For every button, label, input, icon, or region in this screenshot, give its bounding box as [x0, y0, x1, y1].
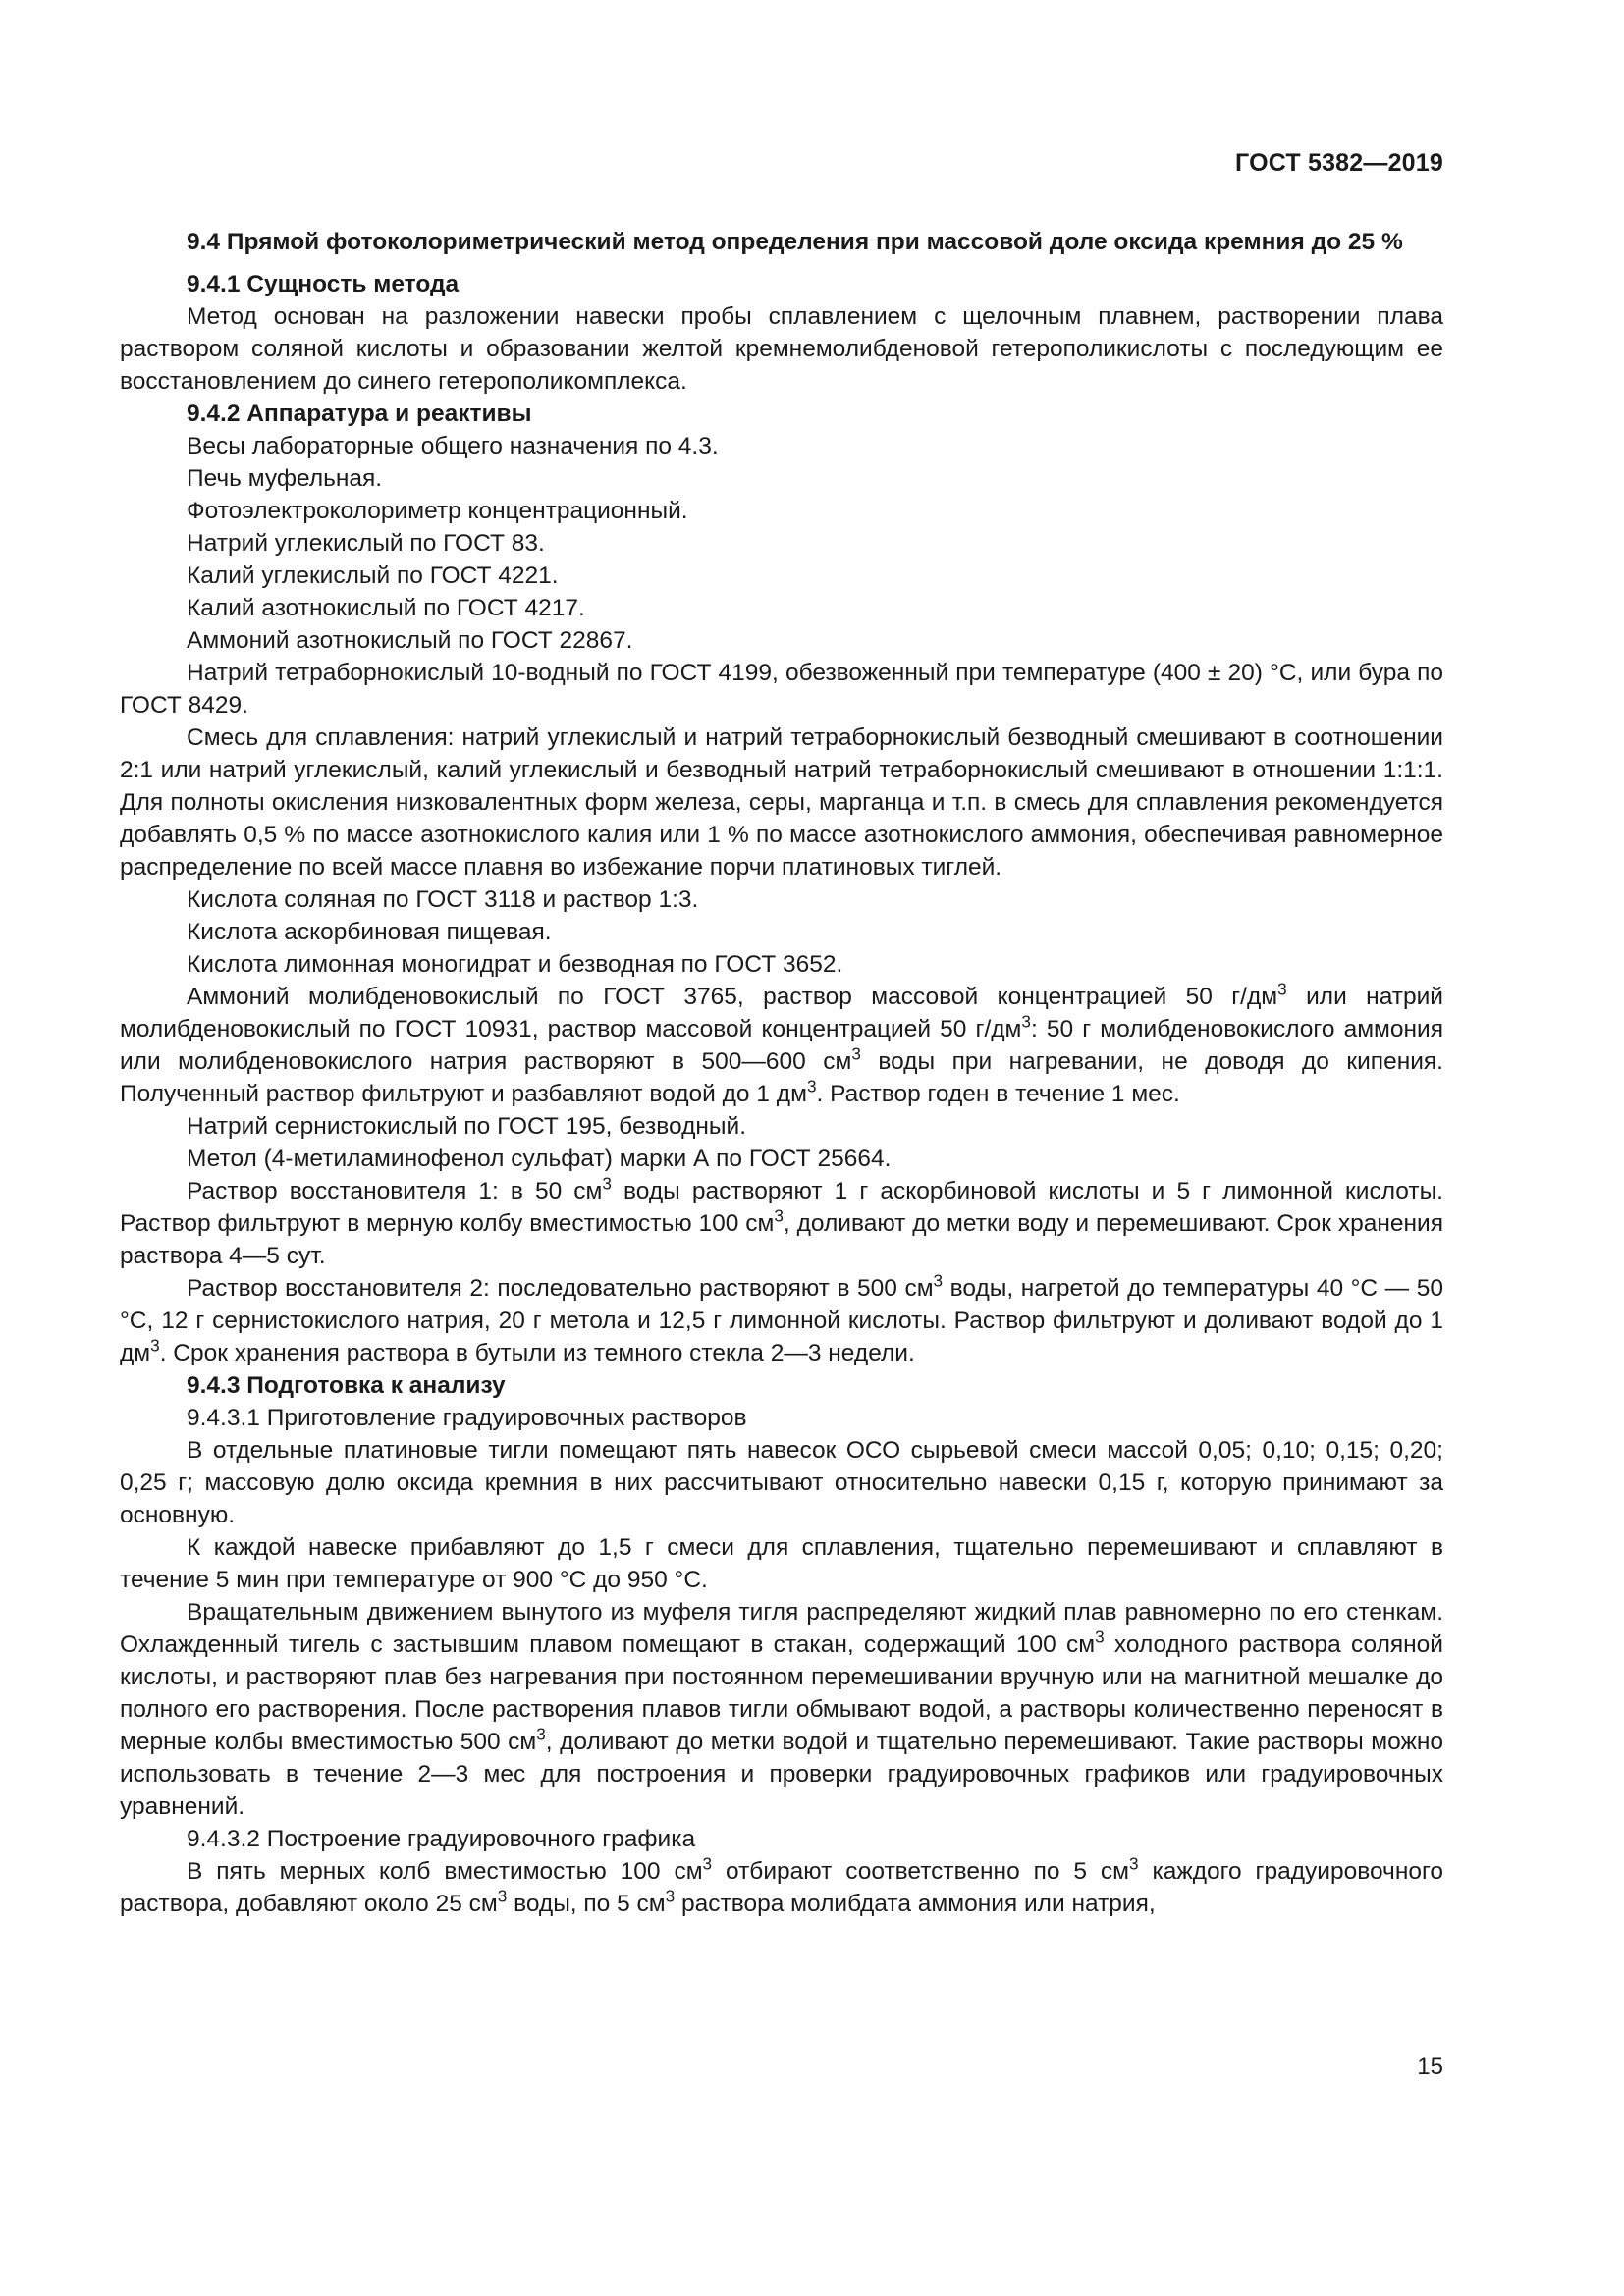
superscript: 3: [1021, 1011, 1031, 1032]
text-run: воды, нагретой до температуры 40 °С — 50 °С, 12 г сернистокислого натрия, 20 г метола и 12,5 г лимонной кислоты. Раствор фильтруют и доливают водой до 1 дм: [120, 1275, 1443, 1366]
superscript: 3: [1129, 1853, 1139, 1874]
text-run: : 50 г молибденовокислого аммония или молибденовокислого натрия растворяют в 500—600 см: [120, 1016, 1443, 1075]
paragraph-reducer-2: [120, 1272, 1443, 1369]
text-run: , доливают до метки воду и перемешивают. Срок хранения раствора 4—5 сут.: [120, 1210, 1443, 1269]
superscript: 3: [806, 1076, 817, 1096]
superscript: 3: [150, 1335, 160, 1356]
paragraph-dissolution: [120, 1596, 1443, 1823]
paragraph-calibration-graph: [120, 1855, 1443, 1920]
superscript: 3: [497, 1886, 508, 1906]
page-content: [120, 226, 1443, 1920]
paragraph-fusion-mixture: Смесь для сплавления: натрий углекислый и натрий тетраборнокислый безводный смешивают в соотношении 2:1 или натрий углекислый, калий углекислый и безводный натрий тетраборнокислый смешивают в отношении 1:1:1. Для полноты окисления низковалентных форм железа, серы, марганца и т.п. в смесь для сплавления рекомендуется добавлять 0,5 % по массе азотнокислого калия или 1 % по массе азотнокислого аммония, обеспечивая равномерное распределение по всей массе плавня во избежание порчи платиновых тиглей.: [120, 724, 1443, 881]
subsubsection-heading-9432: 9.4.3.2 Построение градуировочного графика: [187, 1826, 696, 1852]
paragraph-tetraborate: Натрий тетраборнокислый 10-водный по ГОСТ 4199, обезвоженный при температуре (400 ± 20) °С, или бура по ГОСТ 8429.: [120, 660, 1443, 719]
superscript: 3: [933, 1270, 944, 1291]
text-run: В пять мерных колб вместимостью 100 см: [187, 1858, 703, 1885]
text-run: . Срок хранения раствора в бутыли из темного стекла 2—3 недели.: [159, 1340, 915, 1366]
paragraph-reducer-1: [120, 1175, 1443, 1272]
text-run: раствора молибдата аммония или натрия,: [675, 1891, 1156, 1917]
superscript: 3: [702, 1853, 713, 1874]
page-number: 15: [1417, 2054, 1443, 2080]
superscript: 3: [665, 1886, 676, 1906]
subsection-heading-942: 9.4.2 Аппаратура и реактивы: [187, 400, 532, 427]
superscript: 3: [1095, 1627, 1105, 1647]
document-id-header: ГОСТ 5382—2019: [1235, 149, 1443, 177]
text-run: каждого градуировочного раствора, добавляют около 25 см: [120, 1858, 1443, 1917]
paragraph-method-essence: Метод основан на разложении навески пробы сплавлением с щелочным плавнем, растворении плава раствором соляной кислоты и образовании желтой кремнемолибденовой гетерополикислоты с последующим ее восстановлением до синего гетерополикомплекса.: [120, 303, 1443, 395]
text-run: Вращательным движением вынутого из муфеля тигля распределяют жидкий плав равномерно по его стенкам. Охлажденный тигель с застывшим плавом помещают в стакан, содержащий 100 см: [120, 1599, 1443, 1658]
text-run: , доливают до метки водой и тщательно перемешивают. Такие растворы можно использовать в течение 2—3 мес для построения и проверки градуировочных графиков или градуировочных уравнений.: [120, 1729, 1444, 1820]
subsection-heading-943: 9.4.3 Подготовка к анализу: [187, 1372, 506, 1399]
subsection-heading-941: 9.4.1 Сущность метода: [187, 271, 460, 297]
list-item: Фотоэлектроколориметр концентрационный.: [187, 498, 688, 524]
list-item: Натрий углекислый по ГОСТ 83.: [187, 530, 545, 557]
superscript: 3: [536, 1724, 546, 1744]
list-item: Кислота лимонная моногидрат и безводная по ГОСТ 3652.: [187, 951, 843, 978]
superscript: 3: [774, 1205, 784, 1226]
list-item: Калий азотнокислый по ГОСТ 4217.: [187, 595, 585, 621]
text-run: Раствор восстановителя 1: в 50 см: [187, 1178, 603, 1204]
text-run: Аммоний молибденовокислый по ГОСТ 3765, раствор массовой концентрацией 50 г/дм: [187, 984, 1278, 1010]
text-run: воды при нагревании, не доводя до кипения. Полученный раствор фильтруют и разбавляют водой до 1 дм: [120, 1048, 1443, 1107]
list-item: Натрий сернистокислый по ГОСТ 195, безводный.: [187, 1113, 747, 1140]
list-item: Кислота соляная по ГОСТ 3118 и раствор 1:3.: [187, 886, 699, 913]
list-item: Весы лабораторные общего назначения по 4.3.: [187, 433, 719, 459]
paragraph-molybdate-solution: [120, 981, 1443, 1110]
paragraph-weighed-samples: В отдельные платиновые тигли помещают пять навесок ОСО сырьевой смеси массой 0,05; 0,10; 0,15; 0,20; 0,25 г; массовую долю оксида кремния в них рассчитывают относительно навески 0,15 г, которую принимают за основную.: [120, 1437, 1443, 1528]
list-item: Аммоний азотнокислый по ГОСТ 22867.: [187, 627, 633, 654]
text-run: холодного раствора соляной кислоты, и растворяют плав без нагревания при постоянном перемешивании вручную или на магнитной мешалке до полного его растворения. После растворения плавов тигли обмывают водой, а растворы количественно переносят в мерные колбы вместимостью 500 см: [120, 1631, 1443, 1755]
list-item: Кислота аскорбиновая пищевая.: [187, 919, 552, 945]
list-item: Калий углекислый по ГОСТ 4221.: [187, 562, 559, 589]
section-title: 9.4 Прямой фотоколориметрический метод определения при массовой доле оксида кремния до 25 %: [187, 229, 1403, 255]
superscript: 3: [851, 1043, 861, 1064]
text-run: или натрий молибденовокислый по ГОСТ 10931, раствор массовой концентрацией 50 г/дм: [120, 984, 1443, 1042]
text-run: . Раствор годен в течение 1 мес.: [816, 1081, 1180, 1107]
superscript: 3: [1277, 979, 1287, 999]
list-item: Печь муфельная.: [187, 465, 383, 492]
superscript: 3: [602, 1173, 612, 1194]
text-run: воды растворяют 1 г аскорбиновой кислоты и 5 г лимонной кислоты. Раствор фильтруют в мерную колбу вместимостью 100 см: [120, 1178, 1443, 1237]
text-run: воды, по 5 см: [507, 1891, 666, 1917]
paragraph-fusion: К каждой навеске прибавляют до 1,5 г смеси для сплавления, тщательно перемешивают и сплавляют в течение 5 мин при температуре от 900 °С до 950 °С.: [120, 1534, 1443, 1593]
subsubsection-heading-9431: 9.4.3.1 Приготовление градуировочных растворов: [187, 1405, 747, 1431]
text-run: Раствор восстановителя 2: последовательно растворяют в 500 см: [187, 1275, 934, 1302]
list-item: Метол (4-метиламинофенол сульфат) марки А по ГОСТ 25664.: [187, 1146, 892, 1172]
text-run: отбирают соответственно по 5 см: [712, 1858, 1129, 1885]
